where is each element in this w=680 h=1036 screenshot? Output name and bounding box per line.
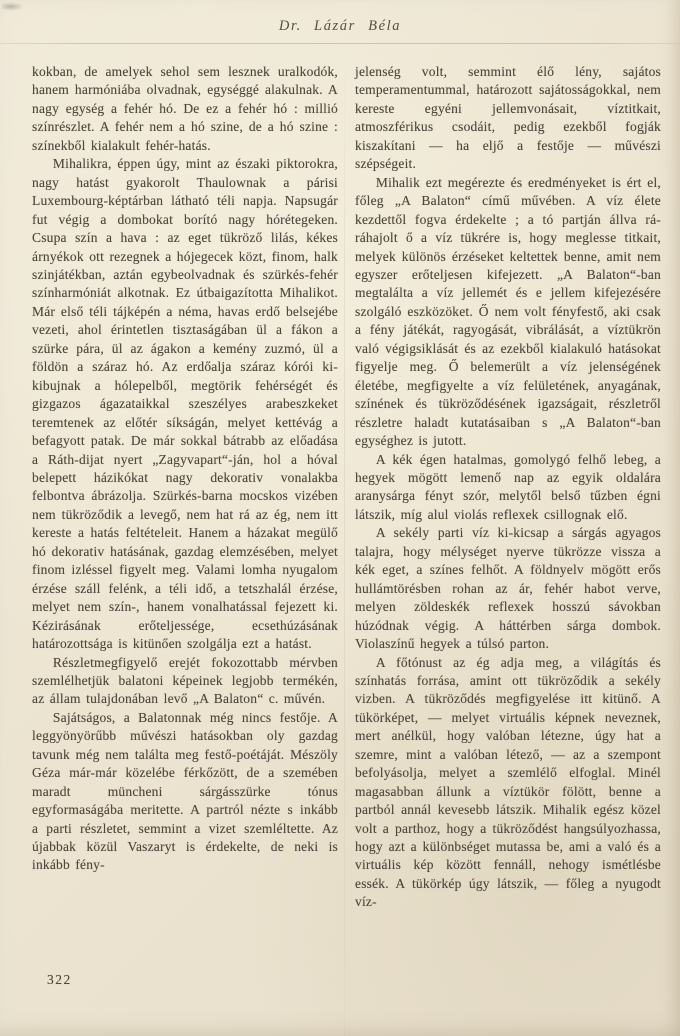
paragraph: A kék égen hatalmas, gomolygó felhő lebeg, a hegyek mögött lemenő nap az egyik oldalára aranysárga fényt szór, melytől belső tűzben égni látszik, míg alul violás reflexek csillognak elő. <box>355 451 661 522</box>
right-column <box>355 63 661 912</box>
paragraph: A sekély parti víz ki-kicsap a sárgás agyagos talajra, hogy mélységet nyerve tükrözze vissza a kék eget, a színes felhőt. A földnyelv mögött erős hullámtörésben rohan az ár, fehér habot verve, melyen zöldeskék reflexek hosszú sávokban húzódnak végig. A háttérben sárga dombok. Violaszínű hegyek a túlsó parton. <box>355 525 661 652</box>
page-number: 322 <box>47 972 72 987</box>
paragraph: Sajátságos, a Balatonnak még nincs festője. A leggyönyörűbb művészi hatásokban oly gazdag tavunk még nem találta meg festő-poétáját. Mészöly Géza már-már közelébe férkőzött, de a szemében maradt müncheni sárgásszürke tónus egyformaságába meritette. A partról nézte s inkább a parti részletet, semmint a vizet szemléltette. Az újabbak közül Vaszaryt is érdekelte, de neki is inkább fény- <box>32 709 338 873</box>
paragraph: Részletmegfigyelő erejét fokozottabb mérvben szemlélhetjük balatoni képeinek legjobb termékén, az állam tulajdonában levő „A Balaton“ c. művén. <box>32 654 338 707</box>
paragraph: Mihalik ezt megérezte és eredményeket is ért el, főleg „A Balaton“ című művében. A víz élete kezdettől fogva érdekelte ; a tó partján állva rá-ráhajolt ő a víz tükrére is, hogy meglesse titkait, melyek különös érzéseket keltettek benne, amit nem egyszer erőteljesen kifejezett. „A Balaton“-ban megtalálta a víz jellemét és e jellem kifejezésére szolgáló eszközöket. Ő nem volt fényfestő, aki csak a fény játékát, ragyogását, vibrálását, a víztükrön való végigsiklását és az ezekből kialakuló hatásokat figyelje meg. Ő belemerült a víz jelenségének életébe, megfigyelte a víz felületének, anyagának, színének és tükröződésének igazságait, részletről részletre haladt kutatásaiban s „A Balaton“-ban egységhez is jutott. <box>355 174 661 449</box>
header-rule <box>0 43 680 44</box>
paragraph: jelenség volt, semmint élő lény, sajátos temperamentummal, határozott sajátosságokkal, nem kereste egyéni jellemvonásait, víztitkait, atmoszférikus csodáit, pedig ezekből fogják kiszakítani — ha eljő a festője — művészi szépségeit. <box>355 64 661 172</box>
scan-smudge <box>2 2 24 11</box>
paragraph: Mihalikra, éppen úgy, mint az északi piktorokra, nagy hatást gyakorolt Thaulownak a párisi Luxembourg-képtárban látható téli napja. Napsugár fut végig a dombokat borító nagy hórétegeken. Csupa szín a hava : az eget tükröző lilás, kékes árnyékok ott rezegnek a hójegecek közt, finom, halk szinjátékban, aztán egybeolvadnak és szürkés-fehér színharmóniát alkotnak. Ez útbaigazította Mihalikot. Már első téli tájképén a néma, havas erdő belsejébe vezeti, ahol érintetlen tisztaságában ül a fákon a szürke pára, ül az ágakon a kemény zuzmó, ül a földön a száraz hó. Az erdőalja száraz kórói ki-kibujnak a hólepelből, megtörik fehérségét és gizgazos ágazataikkal szeszélyes arabeszkeket teremtenek az előtér síkságán, melyet kettévág a befagyott patak. De már sokkal bátrabb az előadása a Ráth-dijat nyert „Zagyvapart“-ján, hol a hóval belepett házikókat nagy dekorativ vonalakba felbontva ábrázolja. Szürkés-barna mocskos vizében nem tükröződik a levegő, nem hat rá az ég, nem itt kereste a hatás feltételeit. Hanem a házakat megülő hó dekorativ hatásának, gazdag elemzésében, melyet finom izléssel figyelt meg. Valami lomha nyugalom érzése száll felénk, a téli idő, a tetszhalál érzése, melyet nem szín-, hanem vonalhatással fejezett ki. Kézirásának erőteljessége, ecsethúzásának határozottsága is kitünően szolgálja ezt a hatást. <box>32 156 338 652</box>
text-columns <box>32 63 661 912</box>
running-header-author: Dr. Lázár Béla <box>278 18 402 34</box>
paragraph: kokban, de amelyek sehol sem lesznek uralkodók, hanem harmóniába olvadnak, egységgé alakulnak. A nagy egység a fehér hó. De ez a fehér hó : millió színrészlet. A fehér nem a hó szine, de a hó szine : színekből kialakult fehér-hatás. <box>32 64 338 153</box>
paragraph: A főtónust az ég adja meg, a világítás és színhatás forrása, amint ott tükröződik a sekély vizben. A tükröződés megfigyelése itt kitünő. A tükörképet, — melyet virtuális képnek neveznek, mert anélkül, hogy valóban létezne, úgy hat a szemre, mint a valóban létező, — az a szempont befolyásolja, melyet a szemlélő elfoglal. Minél magasabban állunk a víztükör fölött, benne a partból annál kevesebb látszik. Mihalik egész közel volt a parthoz, hogy a tükröződést hangsúlyozhassa, hogy azt a különbséget mutassa be, ami a való és a virtuális kép között fennáll, nehogy ismétlésbe essék. A tükörkép úgy látszik, — főleg a nyugodt víz- <box>355 654 661 910</box>
left-column <box>32 63 338 912</box>
